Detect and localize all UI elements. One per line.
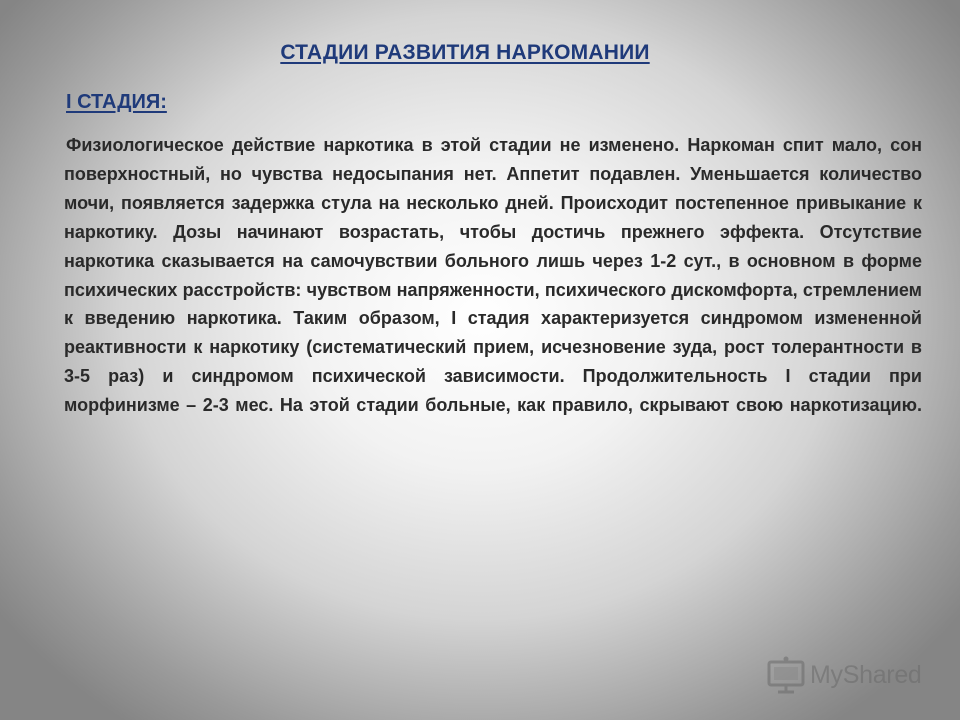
- stage-heading: I СТАДИЯ:: [66, 91, 167, 113]
- watermark: [766, 653, 922, 697]
- watermark-text: MyShared: [810, 660, 922, 689]
- slide-title: СТАДИИ РАЗВИТИЯ НАРКОМАНИИ: [280, 41, 650, 64]
- body-paragraph: Физиологическое действие наркотика в этой стадии не изменено. Наркоман спит мало, сон поверхностный, но чувства недосыпания нет. Аппетит подавлен. Уменьшается количество мочи, появляется задержка стула на несколько дней. Происходит постепенное привыкание к наркотику. Дозы начинают возрастать, чтобы достичь прежнего эффекта. Отсутствие наркотика сказывается на самочувствии больного лишь через 1-2 сут., в основном в форме психических расстройств: чувством напряженности, психического дискомфорта, стремлением к введению наркотика. Таким образом, I стадия характеризуется синдромом измененной реактивности к наркотику (систематический прием, исчезновение зуда, рост толерантности в 3-5 раз) и синдромом психической зависимости. Продолжительность I стадии при морфинизме – 2-3 мес. На этой стадии больные, как правило, скрывают свою наркотизацию.: [64, 135, 922, 416]
- presentation-board-icon: [766, 655, 806, 695]
